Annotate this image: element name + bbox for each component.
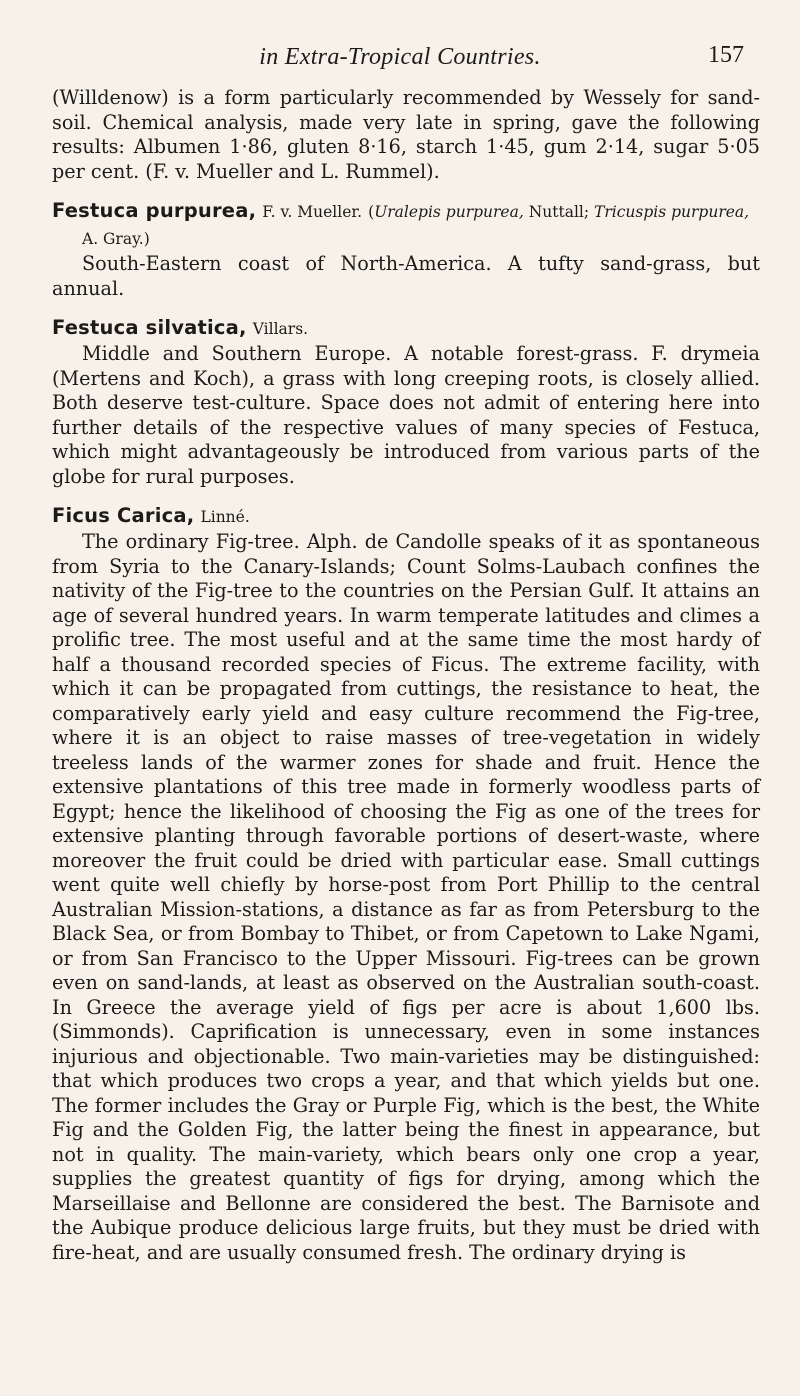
synonym-1-author: Nuttall; — [528, 203, 590, 221]
page-number: 157 — [708, 42, 744, 68]
entry-heading — [52, 503, 760, 530]
species-author: F. v. Mueller. — [262, 203, 363, 221]
species-author: Linné. — [200, 508, 250, 526]
synonym-2-author: A. Gray. — [82, 230, 144, 248]
species-name: Festuca silvatica, — [52, 316, 247, 339]
running-head — [0, 40, 800, 76]
paren-open: ( — [368, 203, 375, 221]
running-head-title: in Extra-Tropical Countries. — [259, 44, 541, 70]
opening-paragraph: (Willdenow) is a form particularly recommended by Wessely for sand-soil. Chemical analysis, made very late in spring, gave the following results: Albumen 1·86, gluten 8·16, starch 1·45, gum 2·14, sugar 5·05 per cent. (F. v. Mueller and L. Rummel). — [52, 86, 760, 183]
paren-close: ) — [143, 230, 150, 248]
species-name: Ficus Carica, — [52, 504, 195, 527]
entry-text: The ordinary Fig-tree. Alph. de Candolle speaks of it as spontaneous from Syria to the Canary-Islands; Count Solms-Laubach confines the nativity of the Fig-tree to the countries on the Persian Gulf. It attains an age of several hundred years. In warm temperate latitudes and climes a prolific tree. The most useful and at the same time the most hardy of half a thousand recorded species of Ficus. The extreme facility, with which it can be propagated from cuttings, the resistance to heat, the comparatively early yield and easy culture recommend the Fig-tree, where it is an object to raise masses of tree-vegetation in widely treeless lands of the warmer zones for shade and fruit. Hence the extensive plantations of this tree made in formerly woodless parts of Egypt; hence the likelihood of choosing the Fig as one of the trees for extensive planting through favorable portions of desert-waste, where moreover the fruit could be dried with particular ease. Small cuttings went quite well chiefly by horse-post from Port Phillip to the central Australian Mission-stations, a distance as far as from Petersburg to the Black Sea, or from Bombay to Thibet, or from Capetown to Lake Ngami, or from San Francisco to the Upper Missouri. Fig-trees can be grown even on sand-lands, at least as observed on the Australian south-coast. In Greece the average yield of figs per acre is about 1,600 lbs. (Simmonds). Caprification is unnecessary, even in some instances injurious and objectionable. Two main-varieties may be distinguished: that which produces two crops a year, and that which yields but one. The former includes the Gray or Purple Fig, which is the best, the White Fig and the Golden Fig, the latter being the finest in appearance, but not in quality. The main-variety, which bears only one crop a year, supplies the greatest quantity of figs for drying, among which the Marseillaise and Bellonne are considered the best. The Barnisote and the Aubique produce delicious large fruits, but they must be dried with fire-heat, and are usually consumed fresh. The ordinary drying is — [52, 530, 760, 1264]
species-author: Villars. — [252, 320, 309, 338]
species-name: Festuca purpurea, — [52, 199, 257, 222]
page-body — [52, 86, 760, 1265]
synonym-1: Uralepis purpurea, — [374, 203, 524, 221]
entry-text: Middle and Southern Europe. A notable forest-grass. F. drymeia (Mertens and Koch), a grass with long creeping roots, is closely allied. Both deserve test-culture. Space does not admit of entering here into further details of the respective values of many species of Festuca, which might advantageously be introduced from various parts of the globe for rural purposes. — [52, 342, 760, 488]
synonym-2: Tricuspis purpurea, — [594, 203, 750, 221]
entry-text: South-Eastern coast of North-America. A tufty sand-grass, but annual. — [52, 252, 760, 300]
entry-heading — [52, 315, 760, 342]
entry-heading — [52, 198, 760, 252]
